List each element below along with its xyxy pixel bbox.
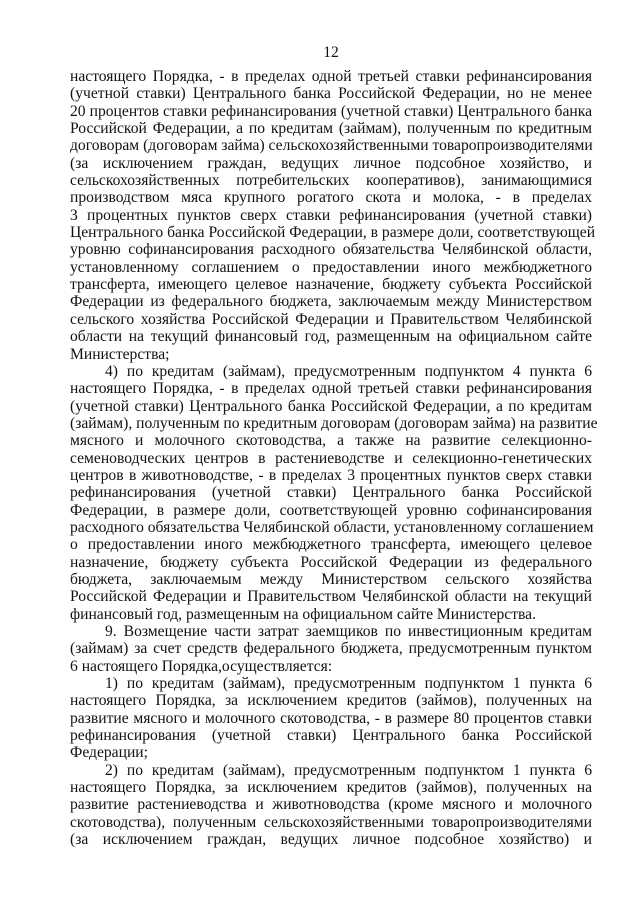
document-body xyxy=(70,68,598,849)
text-line: бюджета, заключаемым между Министерством сельского хозяйства xyxy=(70,570,592,588)
text-line: рефинансирования (учетной ставки) Центрального банка Российской xyxy=(70,727,592,745)
text-line: 6 настоящего Порядка,осуществляется: xyxy=(70,657,333,675)
text-line: 20 процентов ставки рефинансирования (учетной ставки) Центрального банка xyxy=(70,102,592,120)
text-line: скотоводства), полученным сельскохозяйственными товаропроизводителями xyxy=(70,813,592,831)
text-line: Министерства; xyxy=(70,345,170,363)
text-line: Российской Федерации, а по кредитам (займам), полученным по кредитным xyxy=(70,120,592,138)
text-line: настоящего Порядка, за исключением кредитов (займов), полученных на xyxy=(70,692,592,710)
text-line: договорам (договорам займа) сельскохозяйственными товаропроизводителями xyxy=(70,137,593,155)
text-line: (учетной ставки) Центрального банка Российской Федерации, но не менее xyxy=(70,85,592,103)
text-line: 1) по кредитам (займам), предусмотренным подпунктом 1 пункта 6 xyxy=(105,675,592,693)
text-line: настоящего Порядка, за исключением кредитов (займов), полученных на xyxy=(70,779,592,797)
text-line: (за исключением граждан, ведущих личное подсобное хозяйство) и xyxy=(70,831,592,849)
text-line: (за исключением граждан, ведущих личное подсобное хозяйство, и xyxy=(70,154,592,172)
text-line: настоящего Порядка, - в пределах одной третьей ставки рефинансирования xyxy=(70,68,592,85)
text-line: Федерации; xyxy=(70,744,148,762)
text-line: мясного и молочного скотоводства, а также на развитие селекционно- xyxy=(70,432,592,450)
text-line: развитие мясного и молочного скотоводства, - в размере 80 процентов ставки xyxy=(70,709,592,727)
text-line: (займам), полученным по кредитным договорам (договорам займа) на развитие xyxy=(70,414,598,432)
text-line: развитие растениеводства и животноводства (кроме мясного и молочного xyxy=(70,796,592,814)
text-line: (займам) за счет средств федерального бюджета, предусмотренным пунктом xyxy=(70,640,592,658)
text-line: семеноводческих центров в растениеводстве и селекционно-генетических xyxy=(70,449,592,467)
text-line: установленному соглашением о предоставлении иного межбюджетного xyxy=(70,258,592,276)
text-line: Федерации из федерального бюджета, заключаемым между Министерством xyxy=(70,293,592,311)
text-line: центров в животноводстве, - в пределах 3 процентных пунктов сверх ставки xyxy=(70,466,592,484)
text-line: финансовый год, размещенным на официальном сайте Министерства. xyxy=(70,605,536,623)
text-line: производством мяса крупного рогатого скота и молока, - в пределах xyxy=(70,189,592,207)
text-line: трансферта, имеющего целевое назначение, бюджету субъекта Российской xyxy=(70,276,592,294)
text-line: рефинансирования (учетной ставки) Центрального банка Российской xyxy=(70,484,592,502)
text-line: сельскохозяйственных потребительских кооперативов), занимающимися xyxy=(70,172,592,190)
text-line: Федерации, в размере доли, соответствующей уровню софинансирования xyxy=(70,501,592,519)
text-line: уровню софинансирования расходного обязательства Челябинской области, xyxy=(70,241,592,259)
text-line: настоящего Порядка, - в пределах одной третьей ставки рефинансирования xyxy=(70,380,592,398)
text-line: (учетной ставки) Центрального банка Российской Федерации, а по кредитам xyxy=(70,397,592,415)
text-line: Российской Федерации и Правительством Челябинской области на текущий xyxy=(70,588,592,606)
text-line: назначение, бюджету субъекта Российской Федерации из федерального xyxy=(70,553,592,571)
text-line: о предоставлении иного межбюджетного трансферта, имеющего целевое xyxy=(70,536,592,554)
text-line: 9. Возмещение части затрат заемщиков по инвестиционным кредитам xyxy=(105,623,592,640)
text-line: сельского хозяйства Российской Федерации и Правительством Челябинской xyxy=(70,310,592,328)
text-line: 3 процентных пунктов сверх ставки рефинансирования (учетной ставки) xyxy=(70,206,592,224)
text-line: 4) по кредитам (займам), предусмотренным подпунктом 4 пункта 6 xyxy=(105,362,592,380)
text-line: области на текущий финансовый год, размещенным на официальном сайте xyxy=(70,328,592,346)
text-line: расходного обязательства Челябинской области, установленному соглашением xyxy=(70,518,594,536)
page-number: 12 xyxy=(323,44,339,61)
text-line: Центрального банка Российской Федерации, в размере доли, соответствующей xyxy=(70,224,596,242)
text-line: 2) по кредитам (займам), предусмотренным подпунктом 1 пункта 6 xyxy=(105,761,592,779)
